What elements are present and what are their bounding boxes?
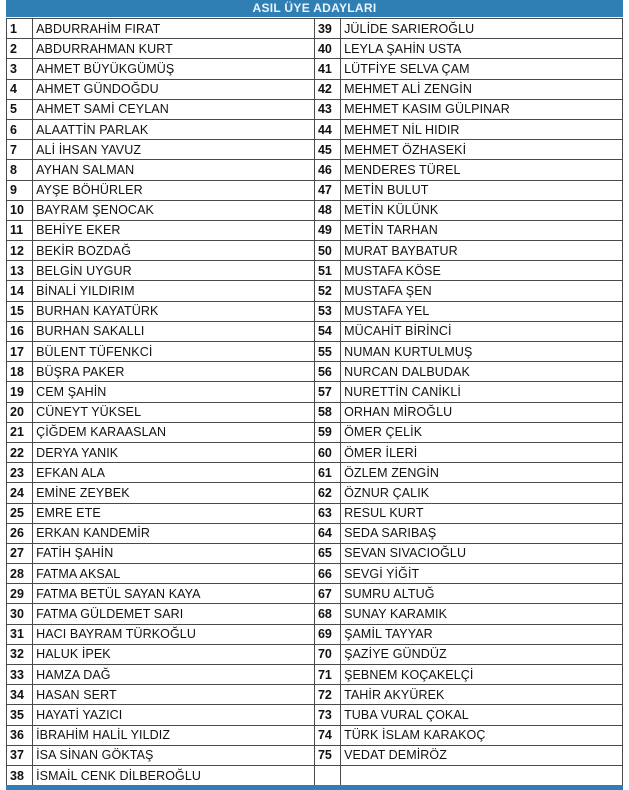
right-candidate-name: MEHMET ALİ ZENGİN [341,79,623,99]
right-row-number: 53 [314,301,340,321]
right-row-number: 43 [314,99,340,119]
left-candidate-name: HASAN SERT [33,685,315,705]
left-row-number: 26 [7,523,33,543]
left-row-number: 6 [7,119,33,139]
right-row-number: 39 [314,19,340,39]
left-candidate-name: CÜNEYT YÜKSEL [33,402,315,422]
right-candidate-name: MENDERES TÜREL [341,160,623,180]
right-row-number: 71 [314,665,340,685]
left-candidate-name: ÇİĞDEM KARAASLAN [33,422,315,442]
left-row-number: 5 [7,99,33,119]
table-row [7,19,623,39]
left-candidate-name: BEKİR BOZDAĞ [33,241,315,261]
left-row-number: 35 [7,705,33,725]
table-row [7,523,623,543]
left-row-number: 7 [7,140,33,160]
left-candidate-name: BİNALİ YILDIRIM [33,281,315,301]
left-row-number: 30 [7,604,33,624]
right-row-number: 40 [314,39,340,59]
table-row [7,220,623,240]
left-row-number: 36 [7,725,33,745]
right-row-number: 48 [314,200,340,220]
right-candidate-name: METİN KÜLÜNK [341,200,623,220]
table-row [7,99,623,119]
table-row [7,59,623,79]
left-candidate-name: ERKAN KANDEMİR [33,523,315,543]
table-row [7,119,623,139]
left-candidate-name: FATİH ŞAHİN [33,543,315,563]
table-row [7,705,623,725]
left-candidate-name: ABDURRAHİM FIRAT [33,19,315,39]
right-row-number: 68 [314,604,340,624]
right-row-number: 47 [314,180,340,200]
right-candidate-name: ÖZLEM ZENGİN [341,463,623,483]
table-row [7,624,623,644]
right-candidate-name: ÖZNUR ÇALIK [341,483,623,503]
right-candidate-name: NURETTİN CANİKLİ [341,382,623,402]
table-row [7,362,623,382]
table-row [7,604,623,624]
left-row-number: 24 [7,483,33,503]
left-row-number: 21 [7,422,33,442]
left-candidate-name: DERYA YANIK [33,442,315,462]
left-candidate-name: BELGİN UYGUR [33,261,315,281]
left-candidate-name: CEM ŞAHİN [33,382,315,402]
right-row-number: 74 [314,725,340,745]
right-row-number: 54 [314,321,340,341]
table-row [7,281,623,301]
right-row-number: 50 [314,241,340,261]
table-title: ASIL ÜYE ADAYLARI [6,0,623,17]
left-row-number: 18 [7,362,33,382]
table-row [7,483,623,503]
right-row-number: 72 [314,685,340,705]
left-candidate-name: BAYRAM ŞENOCAK [33,200,315,220]
right-row-number: 51 [314,261,340,281]
right-candidate-name: ŞAMİL TAYYAR [341,624,623,644]
left-row-number: 32 [7,644,33,664]
left-candidate-name: BÜLENT TÜFENKCİ [33,342,315,362]
left-candidate-name: AYŞE BÖHÜRLER [33,180,315,200]
table-row [7,180,623,200]
right-row-number: 60 [314,442,340,462]
right-row-number: 44 [314,119,340,139]
right-row-number: 58 [314,402,340,422]
table-row [7,745,623,765]
table-row [7,442,623,462]
table-row [7,301,623,321]
left-row-number: 23 [7,463,33,483]
left-row-number: 34 [7,685,33,705]
table-row [7,422,623,442]
right-candidate-name: METİN TARHAN [341,220,623,240]
right-candidate-name: SUNAY KARAMIK [341,604,623,624]
left-candidate-name: AYHAN SALMAN [33,160,315,180]
table-row [7,402,623,422]
left-row-number: 1 [7,19,33,39]
left-candidate-name: ALAATTİN PARLAK [33,119,315,139]
left-row-number: 22 [7,442,33,462]
left-row-number: 14 [7,281,33,301]
right-row-number: 45 [314,140,340,160]
right-candidate-name: MEHMET NİL HIDIR [341,119,623,139]
right-row-number: 52 [314,281,340,301]
left-candidate-name: AHMET BÜYÜKGÜMÜŞ [33,59,315,79]
left-candidate-name: İSMAİL CENK DİLBEROĞLU [33,765,315,785]
left-row-number: 10 [7,200,33,220]
table-row [7,200,623,220]
right-candidate-name: SEVAN SIVACIOĞLU [341,543,623,563]
left-row-number: 20 [7,402,33,422]
right-row-number: 70 [314,644,340,664]
right-row-number: 65 [314,543,340,563]
left-row-number: 37 [7,745,33,765]
right-candidate-name: SUMRU ALTUĞ [341,584,623,604]
left-row-number: 28 [7,564,33,584]
right-candidate-name: MÜCAHİT BİRİNCİ [341,321,623,341]
table-row [7,564,623,584]
right-candidate-name: ÖMER İLERİ [341,442,623,462]
left-candidate-name: HACI BAYRAM TÜRKOĞLU [33,624,315,644]
right-row-number: 62 [314,483,340,503]
left-candidate-name: BÜŞRA PAKER [33,362,315,382]
right-row-number: 66 [314,564,340,584]
right-row-number: 56 [314,362,340,382]
table-row [7,39,623,59]
right-candidate-name: ORHAN MİROĞLU [341,402,623,422]
right-candidate-name: ÖMER ÇELİK [341,422,623,442]
right-candidate-name: MUSTAFA KÖSE [341,261,623,281]
right-row-number: 49 [314,220,340,240]
left-row-number: 17 [7,342,33,362]
left-row-number: 25 [7,503,33,523]
right-candidate-name: ŞAZİYE GÜNDÜZ [341,644,623,664]
left-candidate-name: EMİNE ZEYBEK [33,483,315,503]
table-row [7,79,623,99]
right-row-number: 41 [314,59,340,79]
right-candidate-name: TAHİR AKYÜREK [341,685,623,705]
left-candidate-name: İBRAHİM HALİL YILDIZ [33,725,315,745]
left-candidate-name: BURHAN KAYATÜRK [33,301,315,321]
empty-cell [341,765,623,785]
right-candidate-name: MEHMET ÖZHASEKİ [341,140,623,160]
right-row-number: 67 [314,584,340,604]
right-candidate-name: MUSTAFA ŞEN [341,281,623,301]
right-candidate-name: MEHMET KASIM GÜLPINAR [341,99,623,119]
right-row-number: 61 [314,463,340,483]
left-candidate-name: BURHAN SAKALLI [33,321,315,341]
left-candidate-name: FATMA BETÜL SAYAN KAYA [33,584,315,604]
right-row-number: 64 [314,523,340,543]
candidate-table [6,18,623,786]
left-row-number: 11 [7,220,33,240]
right-row-number: 57 [314,382,340,402]
right-candidate-name: LEYLA ŞAHİN USTA [341,39,623,59]
table-row [7,503,623,523]
left-candidate-name: HALUK İPEK [33,644,315,664]
left-row-number: 38 [7,765,33,785]
right-candidate-name: LÜTFİYE SELVA ÇAM [341,59,623,79]
table-row [7,765,623,785]
table-row [7,725,623,745]
table-row [7,382,623,402]
empty-cell [314,765,340,785]
right-candidate-name: MURAT BAYBATUR [341,241,623,261]
right-candidate-name: TÜRK İSLAM KARAKOÇ [341,725,623,745]
table-row [7,241,623,261]
table-row [7,584,623,604]
left-row-number: 9 [7,180,33,200]
table-row [7,543,623,563]
right-candidate-name: NUMAN KURTULMUŞ [341,342,623,362]
left-candidate-name: HAYATİ YAZICI [33,705,315,725]
left-candidate-name: AHMET SAMİ CEYLAN [33,99,315,119]
left-row-number: 13 [7,261,33,281]
right-candidate-name: ŞEBNEM KOÇAKELÇİ [341,665,623,685]
left-row-number: 31 [7,624,33,644]
right-row-number: 69 [314,624,340,644]
right-candidate-name: NURCAN DALBUDAK [341,362,623,382]
right-candidate-name: TUBA VURAL ÇOKAL [341,705,623,725]
right-candidate-name: JÜLİDE SARIEROĞLU [341,19,623,39]
right-row-number: 55 [314,342,340,362]
table-row [7,321,623,341]
left-candidate-name: İSA SİNAN GÖKTAŞ [33,745,315,765]
right-candidate-name: SEDA SARIBAŞ [341,523,623,543]
left-candidate-name: EFKAN ALA [33,463,315,483]
left-row-number: 8 [7,160,33,180]
left-candidate-name: EMRE ETE [33,503,315,523]
left-row-number: 29 [7,584,33,604]
right-candidate-name: RESUL KURT [341,503,623,523]
left-candidate-name: ALİ İHSAN YAVUZ [33,140,315,160]
right-row-number: 75 [314,745,340,765]
left-candidate-name: FATMA GÜLDEMET SARI [33,604,315,624]
left-candidate-name: ABDURRAHMAN KURT [33,39,315,59]
right-row-number: 42 [314,79,340,99]
left-candidate-name: AHMET GÜNDOĞDU [33,79,315,99]
left-candidate-name: HAMZA DAĞ [33,665,315,685]
right-row-number: 63 [314,503,340,523]
table-row [7,342,623,362]
table-row [7,160,623,180]
right-candidate-name: MUSTAFA YEL [341,301,623,321]
right-candidate-name: METİN BULUT [341,180,623,200]
left-row-number: 27 [7,543,33,563]
left-row-number: 15 [7,301,33,321]
table-row [7,140,623,160]
right-candidate-name: SEVGİ YİĞİT [341,564,623,584]
table-row [7,644,623,664]
bottom-border-strip [6,785,623,790]
left-row-number: 12 [7,241,33,261]
candidate-table-body [7,19,623,786]
left-row-number: 3 [7,59,33,79]
table-row [7,665,623,685]
table-row [7,261,623,281]
right-row-number: 46 [314,160,340,180]
left-candidate-name: FATMA AKSAL [33,564,315,584]
left-row-number: 4 [7,79,33,99]
right-row-number: 73 [314,705,340,725]
left-candidate-name: BEHİYE EKER [33,220,315,240]
right-candidate-name: VEDAT DEMİRÖZ [341,745,623,765]
left-row-number: 33 [7,665,33,685]
left-row-number: 19 [7,382,33,402]
table-row [7,463,623,483]
left-row-number: 2 [7,39,33,59]
right-row-number: 59 [314,422,340,442]
table-row [7,685,623,705]
left-row-number: 16 [7,321,33,341]
